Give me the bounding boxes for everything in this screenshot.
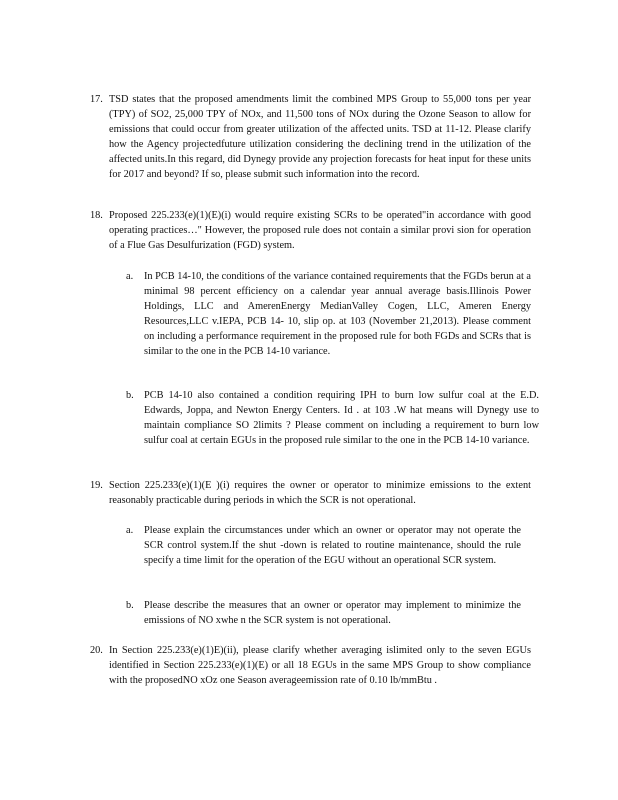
question-17 — [90, 92, 531, 182]
question-18-sub-a — [126, 269, 531, 359]
question-text: In Section 225.233(e)(1)E)(ii), please clarify whether averaging islimited only to the seven EGUs identified in Section 225.233(e)(1)(E) or all 18 EGUs in the same MPS Group to show compliance with the proposedNO xOz one Season averageemission rate of 0.10 lb/mmBtu . — [109, 645, 531, 686]
question-number: 20. — [90, 645, 103, 656]
question-18-sub-b — [126, 388, 539, 448]
question-text: TSD states that the proposed amendments limit the combined MPS Group to 55,000 tons per year (TPY) of SO2, 25,000 TPY of NOx, and 11,500 tons of NOx during the Ozone Season to allow for emissions that could occur from greater utilization of the affected units. TSD at 11-12. Please clarify how the Agency projectedfuture utilization considering the declining trend in the utilization of the affected units.In this regard, did Dynegy provide any projection forecasts for heat input for these units for 2017 and beyond? If so, please submit such information into the record. — [109, 94, 531, 180]
subitem-letter: a. — [126, 271, 134, 282]
subitem-text: PCB 14-10 also contained a condition requiring IPH to burn low sulfur coal at the E.D. Edwards, Joppa, and Newton Energy Centers. Id . at 103 .W hat means will Dynegy use to maintain compliance SO 2limits ? Please comment on including a requirement to burn low sulfur coal at certain EGUs in the proposed rule similar to the one in the PCB 14-10 variance. — [144, 390, 539, 446]
question-18 — [90, 208, 531, 253]
question-number: 19. — [90, 480, 103, 491]
subitem-text: Please describe the measures that an owner or operator may implement to minimize the emissions of NO xwhe n the SCR system is not operational. — [144, 600, 521, 626]
question-20 — [90, 643, 531, 688]
question-19 — [90, 478, 531, 508]
question-number: 18. — [90, 210, 103, 221]
question-number: 17. — [90, 94, 103, 105]
subitem-letter: a. — [126, 525, 134, 536]
question-text: Section 225.233(e)(1)(E )(i) requires the owner or operator to minimize emissions to the extent reasonably practicable during periods in which the SCR is not operational. — [109, 480, 531, 506]
subitem-letter: b. — [126, 600, 134, 611]
question-text: Proposed 225.233(e)(1)(E)(i) would require existing SCRs to be operated"in accordance with good operating practices…" However, the proposed rule does not contain a similar provi sion for operation of a Flue Gas Desulfurization (FGD) system. — [109, 210, 531, 251]
question-19-sub-b — [126, 598, 521, 628]
question-19-sub-a — [126, 523, 521, 568]
subitem-letter: b. — [126, 390, 134, 401]
subitem-text: Please explain the circumstances under which an owner or operator may not operate the SCR control system.If the shut -down is related to routine maintenance, should the rule specify a time limit for the operation of the EGU without an operational SCR system. — [144, 525, 521, 566]
subitem-text: In PCB 14-10, the conditions of the variance contained requirements that the FGDs berun at a minimal 98 percent efficiency on a calendar year annual average basis.Illinois Power Holdings, LLC and AmerenEnergy MedianValley Cogen, LLC, Ameren Energy Resources,LLC v.IEPA, PCB 14- 10, slip op. at 103 (November 21,2013). Please comment on including a performance requirement in the proposed rule for both FGDs and SCRs that is similar to the one in the PCB 14-10 variance. — [144, 271, 531, 357]
